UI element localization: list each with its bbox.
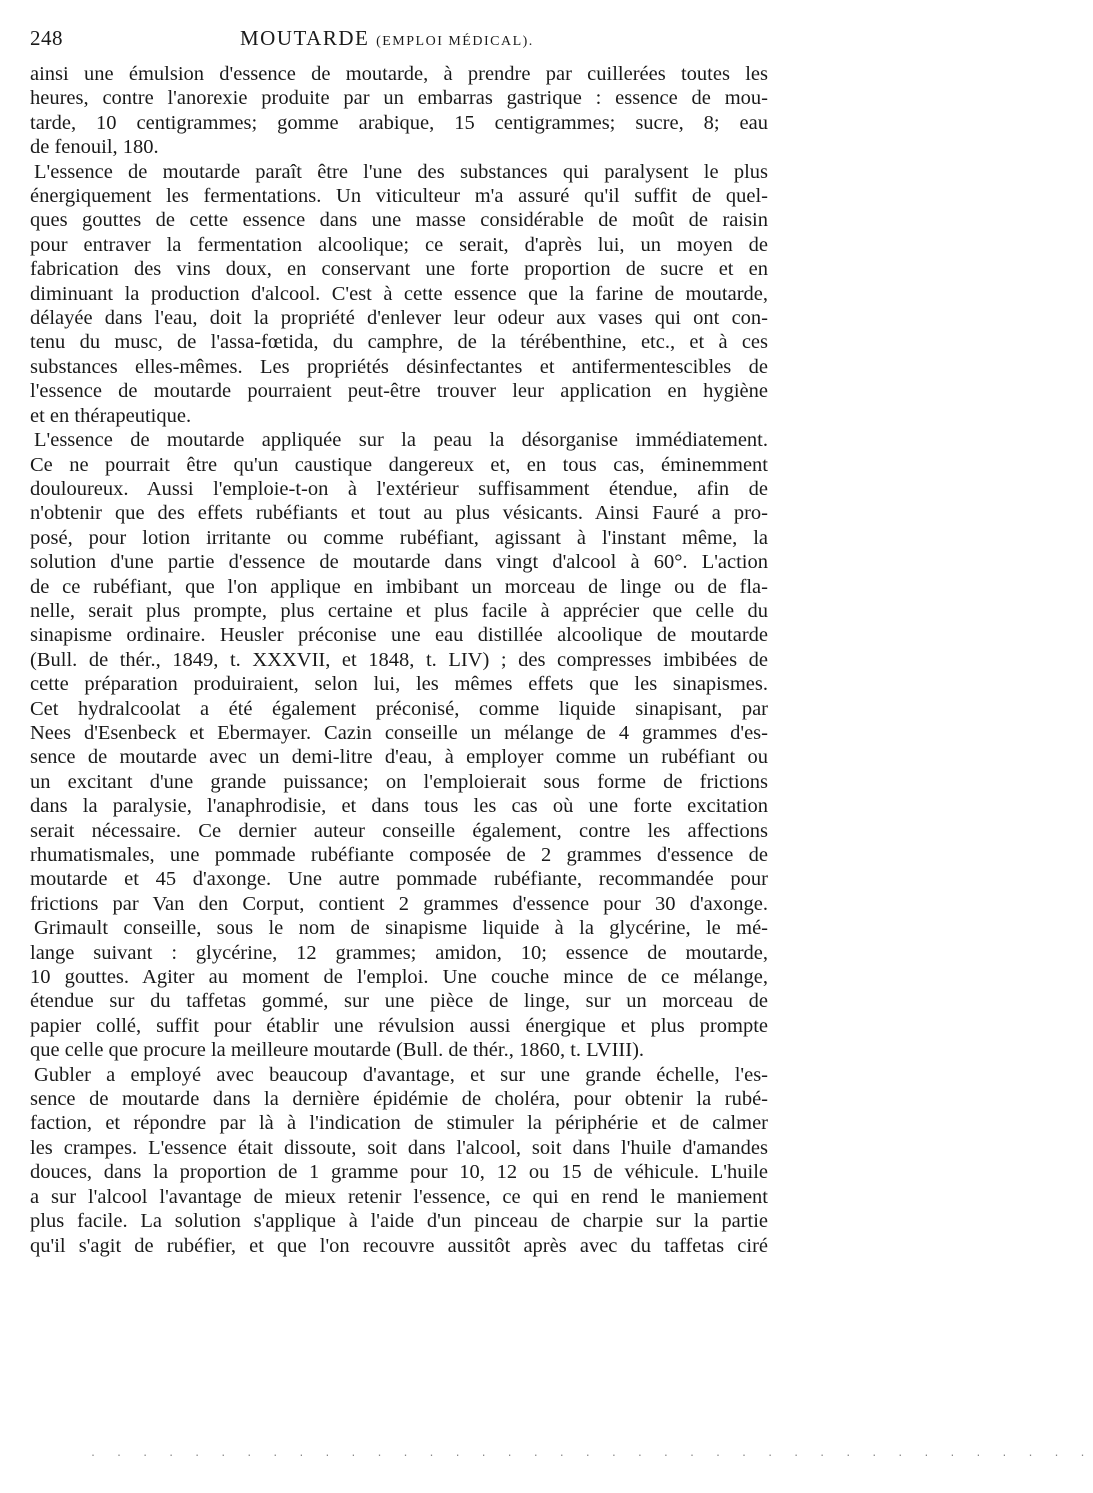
text-line: lange suivant : glycérine, 12 grammes; amidon, 10; essence de moutarde, — [30, 941, 768, 964]
text-line: sence de moutarde avec un demi-litre d'eau, à employer comme un rubéfiant ou — [30, 746, 768, 769]
text-line: ainsi une émulsion d'essence de moutarde, à prendre par cuillerées toutes les — [30, 63, 768, 85]
text-line: a sur l'alcool l'avantage de mieux retenir l'essence, ce qui en rend le maniement — [30, 1185, 768, 1208]
text-line: Nees d'Esenbeck et Ebermayer. Cazin conseille un mélange de 4 grammes d'es- — [30, 721, 768, 744]
text-line: un excitant d'une grande puissance; on l'emploierait sous forme de frictions — [30, 770, 768, 793]
text-line: tenu du musc, de l'assa-fœtida, du camphre, de la térébenthine, etc., et à ces — [30, 331, 768, 354]
book-page — [30, 26, 768, 1258]
text-line: sinapisme ordinaire. Heusler préconise une eau distillée alcoolique de moutarde — [30, 624, 768, 647]
text-line: rhumatismales, une pommade rubéfiante composée de 2 grammes d'essence de — [30, 844, 768, 866]
page-bottom-dots: . . . . . . . . . . . . . . . . . . . . . . . . . . . . . . . . . . . . . . . — [90, 1448, 1093, 1459]
text-line: énergiquement les fermentations. Un viticulteur m'a assuré qu'il suffit de quel- — [30, 185, 768, 208]
text-line: L'essence de moutarde appliquée sur la peau la désorganise immédiatement. — [34, 429, 768, 452]
text-line: plus facile. La solution s'applique à l'aide d'un pinceau de charpie sur la partie — [30, 1210, 768, 1233]
page-header — [30, 26, 768, 56]
text-line: nelle, serait plus prompte, plus certaine et plus facile à apprécier que celle du — [30, 599, 768, 622]
running-head-title: MOUTARDE — [240, 26, 370, 50]
running-head-subtitle: (EMPLOI MÉDICAL). — [376, 34, 534, 49]
text-line: serait nécessaire. Ce dernier auteur conseille également, contre les affections — [30, 819, 768, 842]
text-line: Ce ne pourrait être qu'un caustique dangereux et, en tous cas, éminemment — [30, 453, 768, 476]
text-line: douces, dans la proportion de 1 gramme pour 10, 12 ou 15 de véhicule. L'huile — [30, 1161, 768, 1184]
text-line: les crampes. L'essence était dissoute, soit dans l'alcool, soit dans l'huile d'amandes — [30, 1136, 768, 1159]
text-line: étendue sur du taffetas gommé, sur une pièce de linge, sur un morceau de — [30, 990, 768, 1013]
text-line: dans la paralysie, l'anaphrodisie, et dans tous les cas où une forte excitation — [30, 795, 768, 818]
text-line: heures, contre l'anorexie produite par un embarras gastrique : essence de mou- — [30, 87, 768, 110]
text-line: Cet hydralcoolat a été également préconisé, comme liquide sinapisant, par — [30, 697, 768, 720]
text-line: tarde, 10 centigrammes; gomme arabique, 15 centigrammes; sucre, 8; eau — [30, 111, 768, 134]
text-line: cette préparation produiraient, selon lui, les mêmes effets que les sinapismes. — [30, 673, 768, 696]
text-line: l'essence de moutarde pourraient peut-être trouver leur application en hygiène — [30, 380, 768, 403]
text-line: qu'il s'agit de rubéfier, et que l'on recouvre aussitôt après avec du taffetas ciré — [30, 1234, 768, 1257]
text-line: de ce rubéfiant, que l'on applique en imbibant un morceau de linge ou de fla- — [30, 575, 768, 598]
text-line: (Bull. de thér., 1849, t. XXXVII, et 1848, t. LIV) ; des compresses imbibées de — [30, 648, 768, 671]
running-head — [240, 26, 534, 51]
text-line: solution d'une partie d'essence de moutarde dans vingt d'alcool à 60°. L'action — [30, 551, 768, 574]
text-line: Grimault conseille, sous le nom de sinapisme liquide à la glycérine, le mé- — [34, 917, 768, 940]
text-line: substances elles-mêmes. Les propriétés désinfectantes et antifermentescibles de — [30, 355, 768, 378]
text-line: fabrication des vins doux, en conservant une forte proportion de sucre et en — [30, 258, 768, 281]
text-line: Gubler a employé avec beaucoup d'avantage, et sur une grande échelle, l'es- — [34, 1063, 768, 1086]
text-line: pour entraver la fermentation alcoolique; ce serait, d'après lui, un moyen de — [30, 233, 768, 256]
text-line: ques gouttes de cette essence dans une masse considérable de moût de raisin — [30, 209, 768, 232]
text-line: L'essence de moutarde paraît être l'une des substances qui paralysent le plus — [34, 160, 768, 183]
text-line: frictions par Van den Corput, contient 2 grammes d'essence pour 30 d'axonge. — [30, 892, 768, 915]
page-number: 248 — [30, 26, 63, 50]
text-line: faction, et répondre par là à l'indication de stimuler la périphérie et de calmer — [30, 1112, 768, 1135]
text-line: délayée dans l'eau, doit la propriété d'enlever leur odeur aux vases qui ont con- — [30, 307, 768, 330]
text-line: sence de moutarde dans la dernière épidémie de choléra, pour obtenir la rubé- — [30, 1088, 768, 1111]
text-line: que celle que procure la meilleure moutarde (Bull. de thér., 1860, t. LVIII). — [30, 1039, 645, 1062]
text-line: douloureux. Aussi l'emploie-t-on à l'extérieur suffisamment étendue, afin de — [30, 477, 768, 500]
text-line: de fenouil, 180. — [30, 136, 159, 159]
text-line: et en thérapeutique. — [30, 404, 192, 427]
text-line: moutarde et 45 d'axonge. Une autre pommade rubéfiante, recommandée pour — [30, 868, 768, 891]
text-line: n'obtenir que des effets rubéfiants et tout au plus vésicants. Ainsi Fauré a pro- — [30, 502, 768, 525]
text-line: posé, pour lotion irritante ou comme rubéfiant, agissant à l'instant même, la — [30, 526, 768, 549]
body-text — [30, 62, 768, 1258]
text-line: papier collé, suffit pour établir une révulsion aussi énergique et plus prompte — [30, 1014, 768, 1037]
text-line: 10 gouttes. Agiter au moment de l'emploi. Une couche mince de ce mélange, — [30, 966, 768, 989]
text-line: diminuant la production d'alcool. C'est à cette essence que la farine de moutarde, — [30, 282, 768, 305]
